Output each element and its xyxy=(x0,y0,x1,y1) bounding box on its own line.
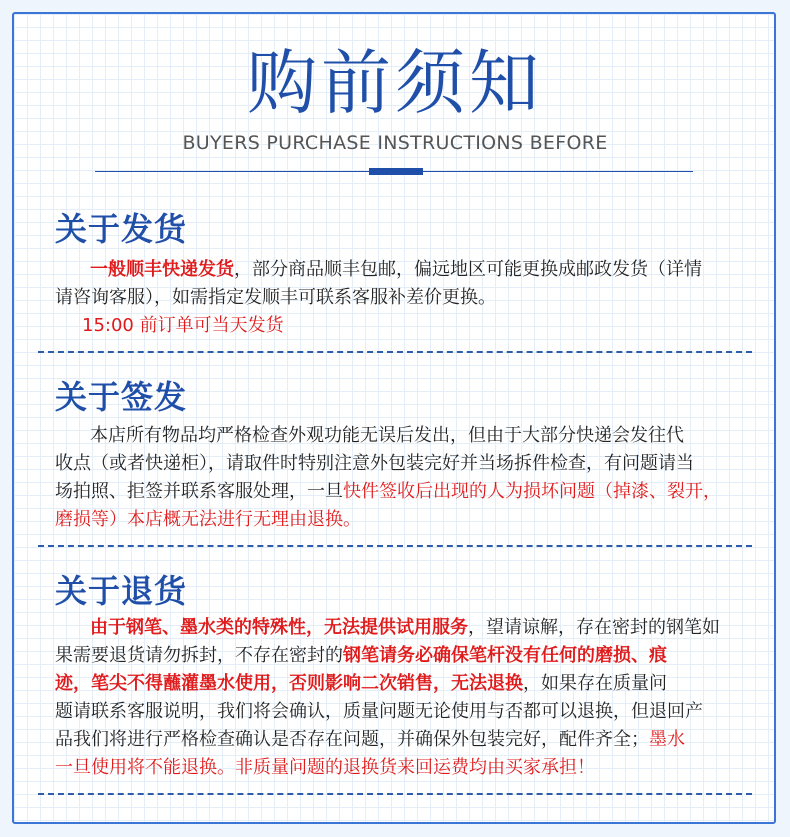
returns-highlight: 钢笔请务必确保笔杆没有任何的磨损、痕 xyxy=(343,645,667,666)
signing-line-2: 收点（或者快递柜），请取件时特别注意外包装完好并当场拆件检查，有问题请当 xyxy=(55,453,694,474)
returns-line-4: 题请联系客服说明，我们将会确认，质量问题无论使用与否都可以退换，但退回产 xyxy=(55,701,703,722)
returns-text: 品我们将进行严格检查确认是否存在问题，并确保外包装完好，配件齐全； xyxy=(55,729,649,750)
signing-highlight-end: 磨损等） xyxy=(55,509,127,530)
returns-highlight: 墨水 xyxy=(649,729,685,750)
signing-notice: 本店概无法进行无理由退换。 xyxy=(127,509,361,530)
returns-line-1 xyxy=(90,614,790,642)
section-divider xyxy=(38,793,752,795)
page-title: 购前须知 xyxy=(247,42,543,124)
signing-highlight: 快件签收后出现的人为损坏问题（掉漆、裂开， xyxy=(343,481,721,502)
title-divider-bar xyxy=(369,168,423,175)
returns-highlight: 迹，笔尖不得蘸灌墨水使用，否则影响二次销售，无法退换 xyxy=(55,673,523,694)
signing-line-3 xyxy=(55,478,755,506)
returns-text: 果需要退货请勿拆封，不存在密封的 xyxy=(55,645,343,666)
page-subtitle: BUYERS PURCHASE INSTRUCTIONS BEFORE xyxy=(182,132,608,154)
signing-line-1: 本店所有物品均严格检查外观功能无误后发出，但由于大部分快递会发往代 xyxy=(90,425,684,446)
returns-line-3 xyxy=(55,670,755,698)
section-divider xyxy=(38,351,752,353)
section-heading-signing: 关于签发 xyxy=(55,378,188,416)
shipping-highlight: 一般顺丰快递发货 xyxy=(90,259,234,280)
returns-highlight: 由于钢笔、墨水类的特殊性，无法提供试用服务 xyxy=(90,617,468,638)
returns-line-5 xyxy=(55,726,755,754)
shipping-cutoff-note: 15:00 前订单可当天发货 xyxy=(82,315,284,336)
returns-text: ，望请谅解，存在密封的钢笔如 xyxy=(468,617,720,638)
section-divider xyxy=(38,545,752,547)
shipping-line-1 xyxy=(90,256,790,284)
shipping-text: ，部分商品顺丰包邮，偏远地区可能更换成邮政发货（详情 xyxy=(234,259,702,280)
section-heading-returns: 关于退货 xyxy=(55,572,188,610)
returns-line-6: 一旦使用将不能退换。非质量问题的退换货来回运费均由买家承担！ xyxy=(55,757,595,778)
returns-line-2 xyxy=(55,642,755,670)
signing-line-4 xyxy=(55,506,755,534)
section-heading-shipping: 关于发货 xyxy=(55,210,188,248)
shipping-line-2: 请咨询客服），如需指定发顺丰可联系客服补差价更换。 xyxy=(55,287,496,308)
returns-text: ，如果存在质量问 xyxy=(523,673,667,694)
signing-text: 场拍照、拒签并联系客服处理，一旦 xyxy=(55,481,343,502)
